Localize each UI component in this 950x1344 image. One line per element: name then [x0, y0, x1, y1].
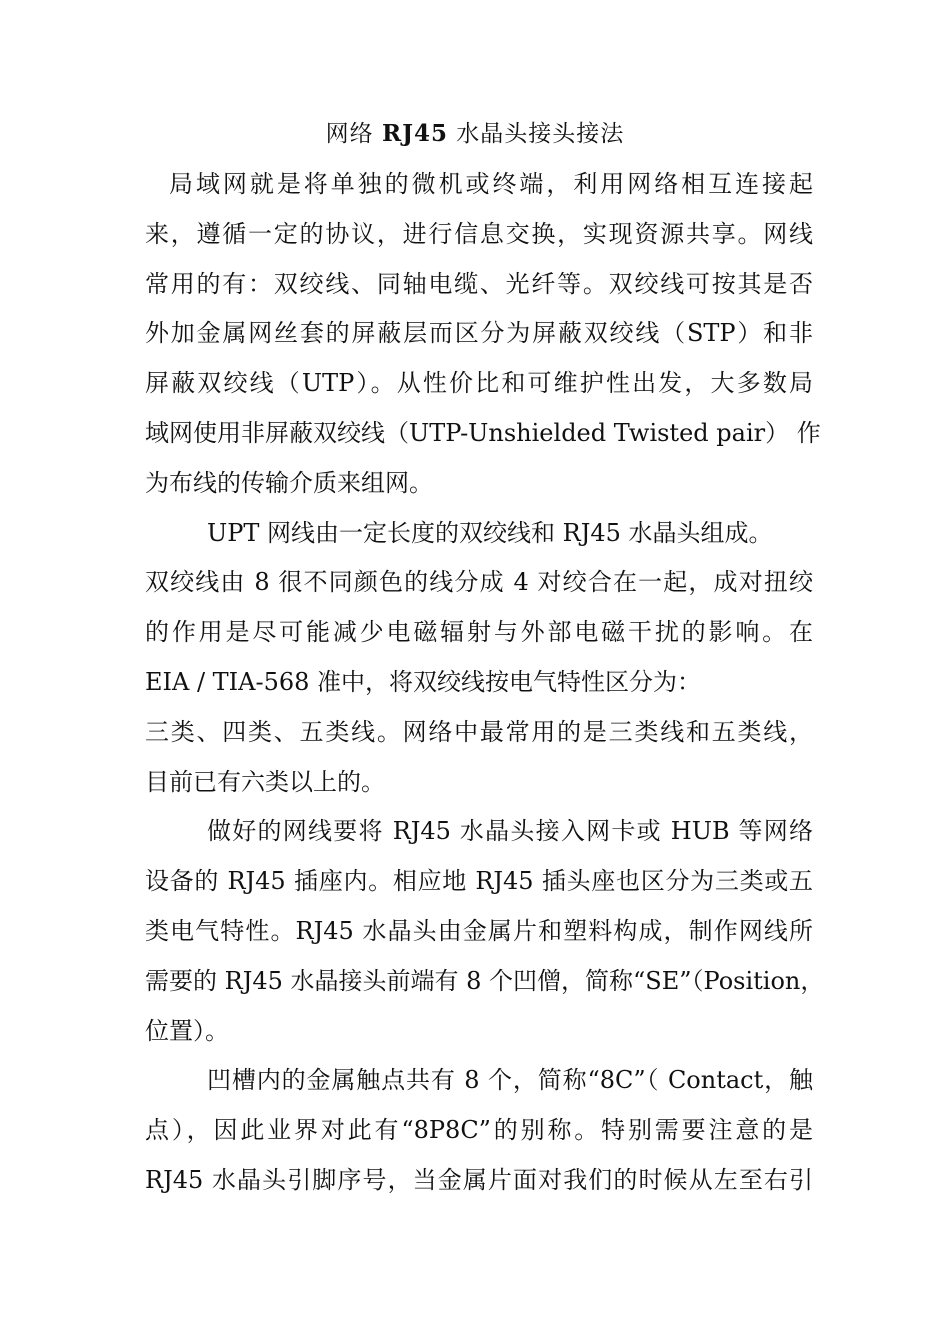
paragraph-2-line-1: UPT 网线由一定长度的双绞线和 RJ45 水晶头组成。	[207, 518, 773, 547]
paragraph-4-line-1: 凹槽内的金属触点共有 8 个，简称“8C”（ Contact，触	[207, 1066, 813, 1095]
paragraph-4-line-3: RJ45 水晶头引脚序号，当金属片面对我们的时候从左至右引	[145, 1165, 813, 1194]
title-bold-rj45: RJ45	[381, 120, 448, 147]
paragraph-1-line-1: 局域网就是将单独的微机或终端，利用网络相互连接起	[169, 170, 813, 198]
document-title	[0, 112, 950, 156]
paragraph-3-line-4: 需要的 RJ45 水晶接头前端有 8 个凹僧，简称“SE”（Position，	[145, 966, 825, 995]
paragraph-2-line-4: EIA / TIA-568 准中，将双绞线按电气特性区分为：	[145, 667, 702, 696]
paragraph-4-line-2: 点），因此业界对此有“8P8C”的别称。特别需要注意的是	[145, 1116, 813, 1145]
title-suffix: 水晶头接头接法	[448, 121, 625, 147]
paragraph-1-line-6: 域网使用非屏蔽双绞线（UTP-Unshielded Twisted pair） 作	[145, 418, 821, 447]
document-body	[145, 160, 825, 1206]
paragraph-1-line-4: 外加金属网丝套的屏蔽层而区分为屏蔽双绞线（STP）和非	[145, 319, 813, 348]
paragraph-3-line-5: 位置）。	[145, 1016, 229, 1045]
paragraph-2-line-6: 目前已有六类以上的。	[145, 767, 385, 796]
paragraph-3-line-2: 设备的 RJ45 插座内。相应地 RJ45 插头座也区分为三类或五	[145, 867, 813, 896]
title-prefix: 网络	[325, 121, 382, 147]
paragraph-2-line-2: 双绞线由 8 很不同颜色的线分成 4 对绞合在一起，成对扭绞	[145, 568, 813, 597]
paragraph-1-line-7: 为布线的传输介质来组网。	[145, 468, 433, 497]
paragraph-3-line-1: 做好的网线要将 RJ45 水晶头接入网卡或 HUB 等网络	[207, 817, 813, 846]
paragraph-1-line-3: 常用的有：双绞线、同轴电缆、光纤等。双绞线可按其是否	[145, 269, 813, 298]
paragraph-2-line-5: 三类、四类、五类线。网络中最常用的是三类线和五类线，	[145, 717, 813, 746]
paragraph-3-line-3: 类电气特性。RJ45 水晶头由金属片和塑料构成，制作网线所	[145, 916, 813, 945]
paragraph-1-line-2: 来，遵循一定的协议，进行信息交换，实现资源共享。网线	[145, 219, 813, 248]
paragraph-1-line-5: 屏蔽双绞线（UTP）。从性价比和可维护性出发，大多数局	[145, 369, 813, 398]
paragraph-2-line-3: 的作用是尽可能减少电磁辐射与外部电磁干扰的影响。在	[145, 618, 813, 647]
